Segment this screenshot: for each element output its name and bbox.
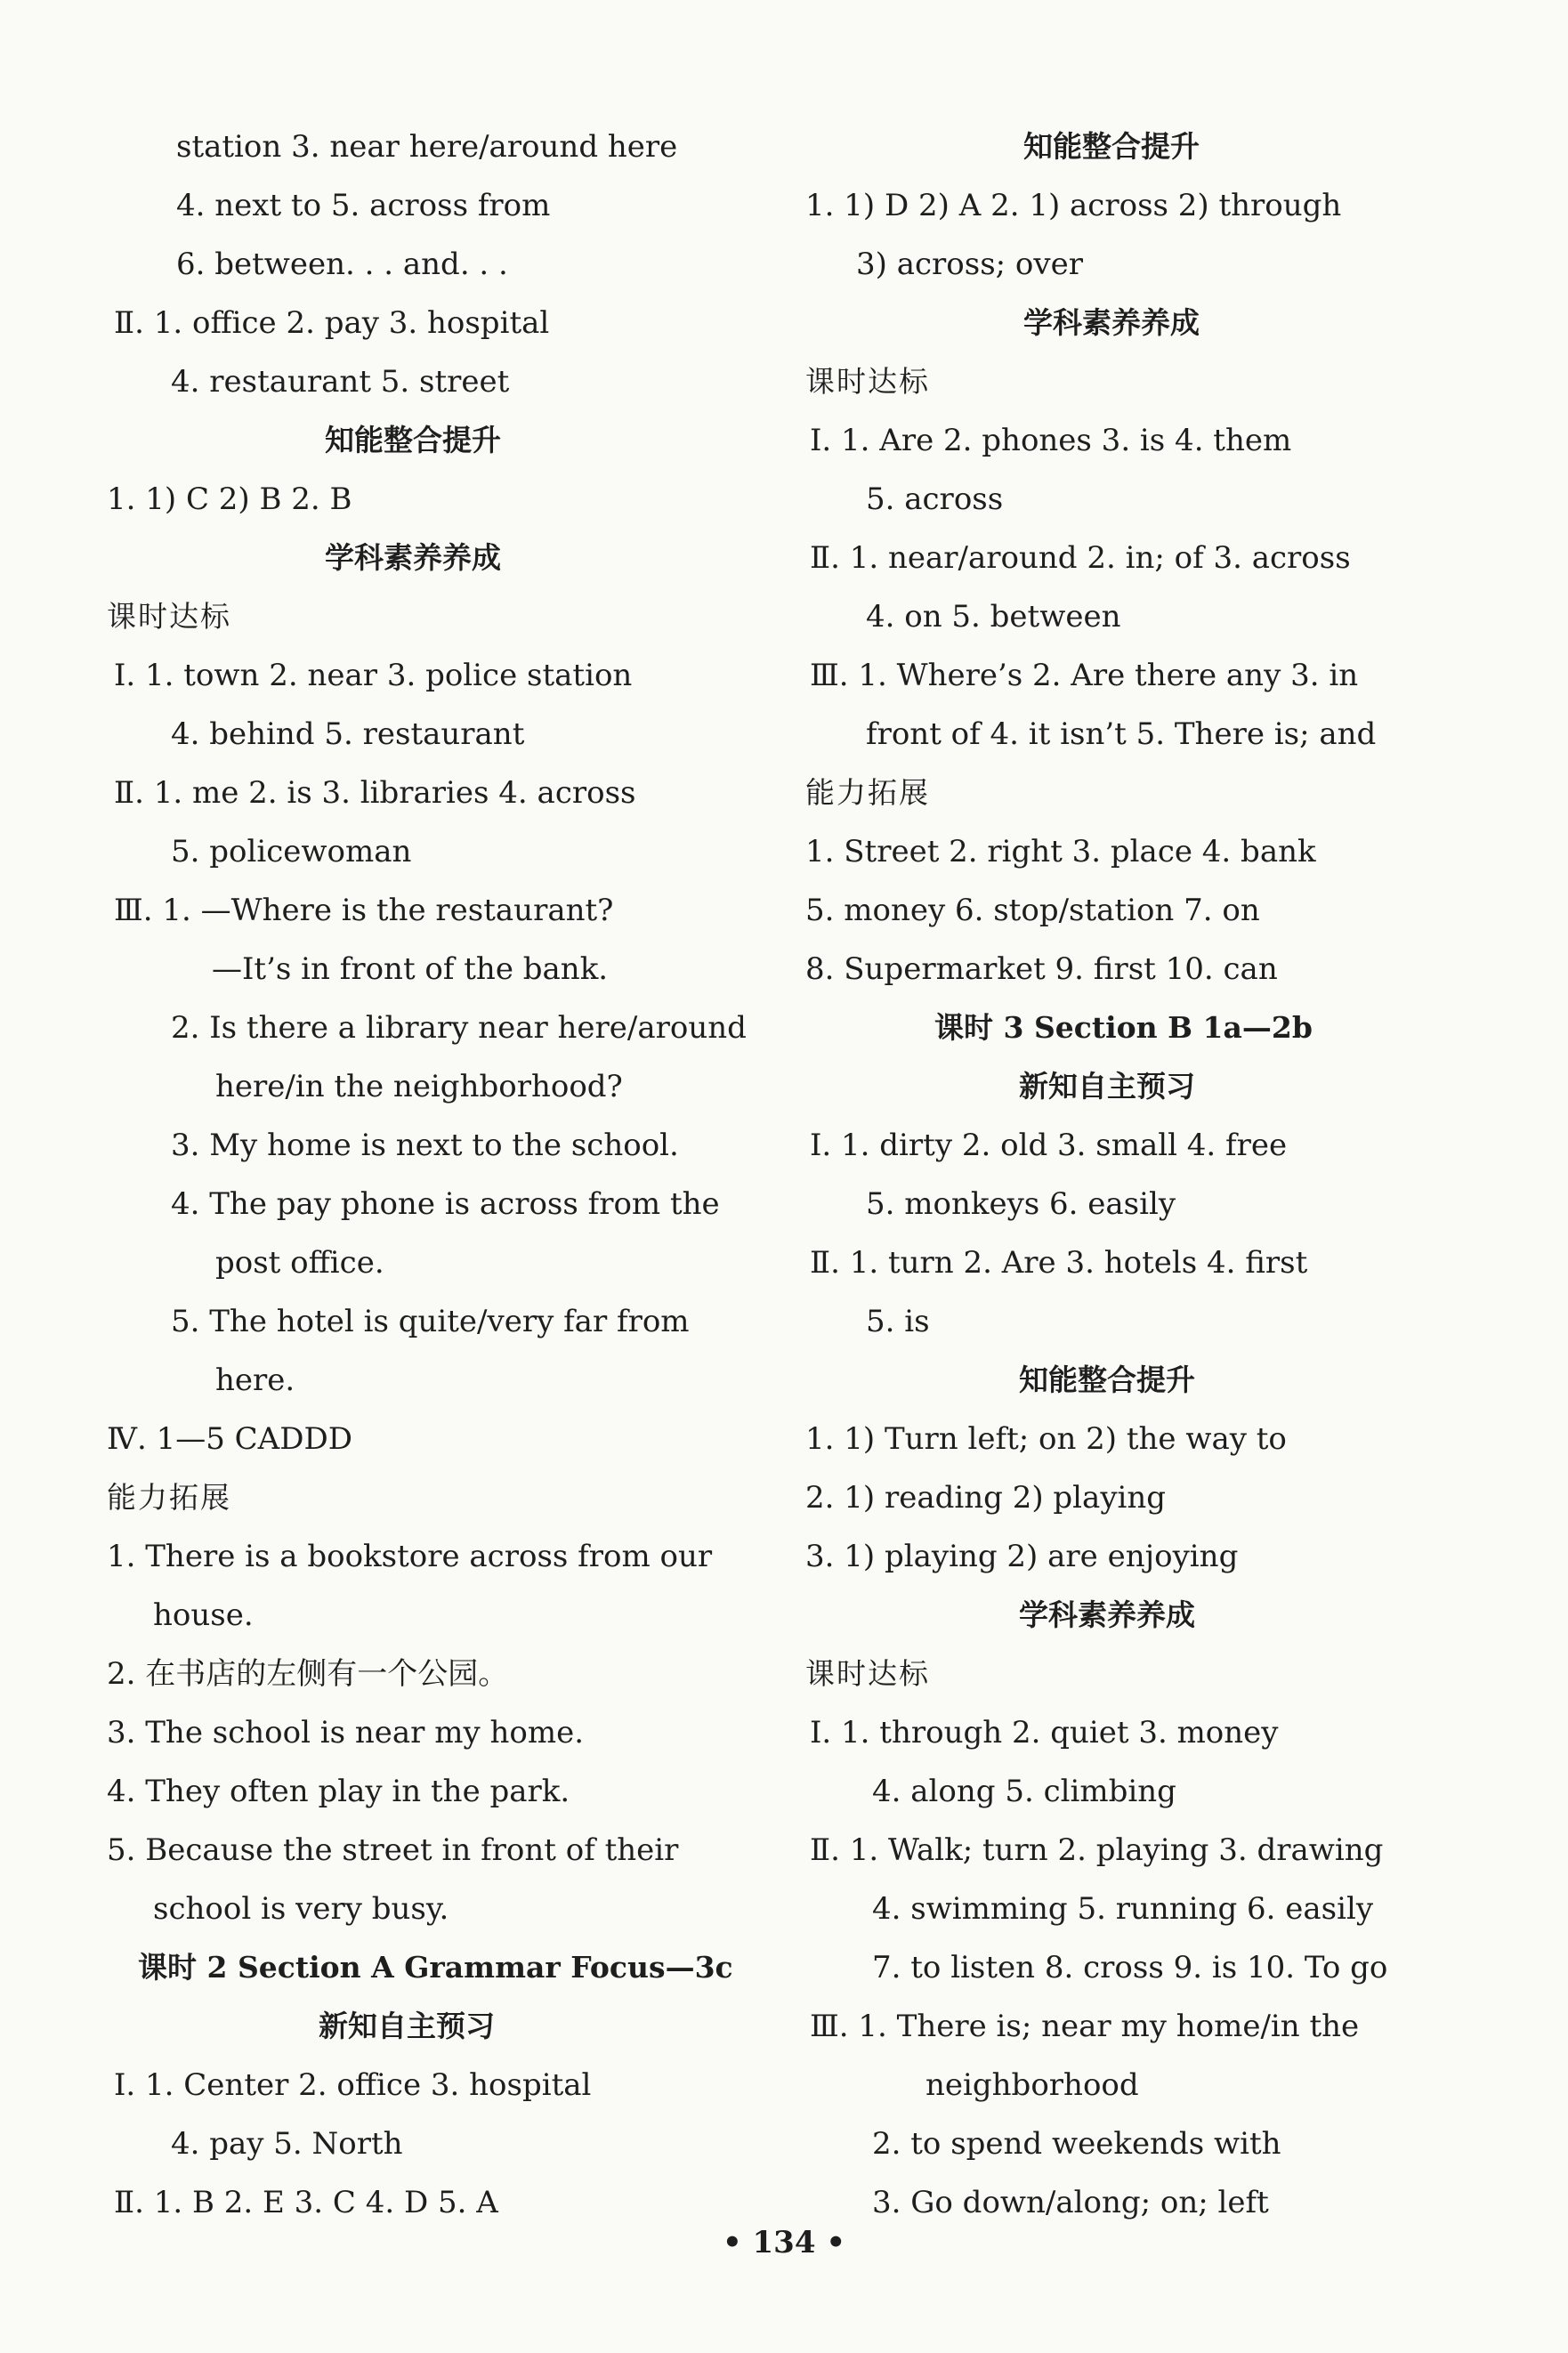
lesson-heading: 课时 2 Section A Grammar Focus—3c xyxy=(138,1950,733,1985)
lesson-heading: 课时 3 Section B 1a—2b xyxy=(934,1010,1313,1045)
text-line: 4. The pay phone is across from the xyxy=(171,1186,720,1222)
text-line: house. xyxy=(153,1597,254,1633)
subsection-heading: 课时达标 xyxy=(107,599,231,634)
text-line: 6. between. . . and. . . xyxy=(176,247,508,282)
text-line: —It’s in front of the bank. xyxy=(212,951,609,987)
page-number: • 134 • xyxy=(722,2225,846,2260)
text-line: here. xyxy=(215,1362,295,1398)
subsection-heading: 课时达标 xyxy=(805,364,930,399)
section-heading: 学科素养养成 xyxy=(325,540,501,575)
section-heading: 新知自主预习 xyxy=(1019,1069,1195,1104)
text-line: Ⅱ. 1. B 2. E 3. C 4. D 5. A xyxy=(114,2185,498,2220)
text-line: neighborhood xyxy=(925,2067,1139,2103)
text-line: 2. 在书店的左侧有一个公园。 xyxy=(107,1656,509,1692)
text-line: Ⅰ. 1. dirty 2. old 3. small 4. free xyxy=(810,1128,1288,1163)
section-heading: 学科素养养成 xyxy=(1019,1597,1195,1632)
text-line: Ⅰ. 1. through 2. quiet 3. money xyxy=(810,1715,1279,1751)
subsection-heading: 能力拓展 xyxy=(805,775,930,810)
text-line: Ⅱ. 1. me 2. is 3. libraries 4. across xyxy=(114,775,636,811)
text-line: 4. swimming 5. running 6. easily xyxy=(872,1891,1374,1927)
text-line: Ⅲ. 1. There is; near my home/in the xyxy=(810,2009,1360,2044)
text-line: post office. xyxy=(215,1245,384,1281)
text-line: 3. My home is next to the school. xyxy=(171,1128,679,1163)
text-line: Ⅰ. 1. Are 2. phones 3. is 4. them xyxy=(810,423,1292,458)
text-line: Ⅱ. 1. Walk; turn 2. playing 3. drawing xyxy=(810,1832,1384,1868)
text-line: 8. Supermarket 9. first 10. can xyxy=(805,951,1278,987)
text-line: 2. to spend weekends with xyxy=(872,2126,1281,2162)
text-line: 3. Go down/along; on; left xyxy=(872,2185,1269,2220)
section-heading: 知能整合提升 xyxy=(1019,1362,1195,1397)
text-line: 4. along 5. climbing xyxy=(872,1774,1176,1809)
text-line: Ⅲ. 1. —Where is the restaurant? xyxy=(114,893,614,928)
text-line: 3. 1) playing 2) are enjoying xyxy=(805,1539,1239,1574)
text-line: Ⅳ. 1—5 CADDD xyxy=(107,1421,353,1457)
text-line: 4. next to 5. across from xyxy=(176,188,551,223)
text-line: front of 4. it isn’t 5. There is; and xyxy=(866,716,1377,752)
text-line: Ⅲ. 1. Where’s 2. Are there any 3. in xyxy=(810,658,1359,693)
text-line: Ⅱ. 1. turn 2. Are 3. hotels 4. first xyxy=(810,1245,1308,1281)
text-line: Ⅱ. 1. near/around 2. in; of 3. across xyxy=(810,540,1351,576)
text-line: 2. 1) reading 2) playing xyxy=(805,1480,1167,1516)
text-line: 2. Is there a library near here/around xyxy=(171,1010,747,1046)
text-line: 4. They often play in the park. xyxy=(107,1774,570,1809)
text-line: 4. pay 5. North xyxy=(171,2126,403,2162)
text-line: Ⅰ. 1. Center 2. office 3. hospital xyxy=(114,2067,592,2103)
text-line: 5. Because the street in front of their xyxy=(107,1832,679,1868)
text-line: 1. 1) C 2) B 2. B xyxy=(107,481,352,517)
subsection-heading: 课时达标 xyxy=(805,1656,930,1691)
text-line: 5. monkeys 6. easily xyxy=(866,1186,1176,1222)
section-heading: 知能整合提升 xyxy=(1023,129,1200,164)
text-line: 5. The hotel is quite/very far from xyxy=(171,1304,690,1339)
section-heading: 新知自主预习 xyxy=(319,2009,495,2043)
section-heading: 知能整合提升 xyxy=(325,423,501,457)
text-line: Ⅱ. 1. office 2. pay 3. hospital xyxy=(114,305,550,341)
text-line: 1. 1) D 2) A 2. 1) across 2) through xyxy=(805,188,1342,223)
text-line: station 3. near here/around here xyxy=(176,129,678,165)
text-line: 1. 1) Turn left; on 2) the way to xyxy=(805,1421,1287,1457)
text-line: here/in the neighborhood? xyxy=(215,1069,623,1104)
text-line: school is very busy. xyxy=(153,1891,449,1927)
text-line: 5. policewoman xyxy=(171,834,412,869)
text-line: 5. is xyxy=(866,1304,930,1339)
text-line: 7. to listen 8. cross 9. is 10. To go xyxy=(872,1950,1388,1985)
text-line: Ⅰ. 1. town 2. near 3. police station xyxy=(114,658,633,693)
subsection-heading: 能力拓展 xyxy=(107,1480,231,1515)
text-line: 1. Street 2. right 3. place 4. bank xyxy=(805,834,1316,869)
section-heading: 学科素养养成 xyxy=(1023,305,1200,340)
text-line: 5. across xyxy=(866,481,1004,517)
text-line: 4. on 5. between xyxy=(866,599,1121,635)
text-line: 4. restaurant 5. street xyxy=(171,364,510,400)
text-line: 4. behind 5. restaurant xyxy=(171,716,525,752)
text-line: 3. The school is near my home. xyxy=(107,1715,585,1751)
text-line: 3) across; over xyxy=(856,247,1083,282)
text-line: 5. money 6. stop/station 7. on xyxy=(805,893,1260,928)
text-line: 1. There is a bookstore across from our xyxy=(107,1539,713,1574)
